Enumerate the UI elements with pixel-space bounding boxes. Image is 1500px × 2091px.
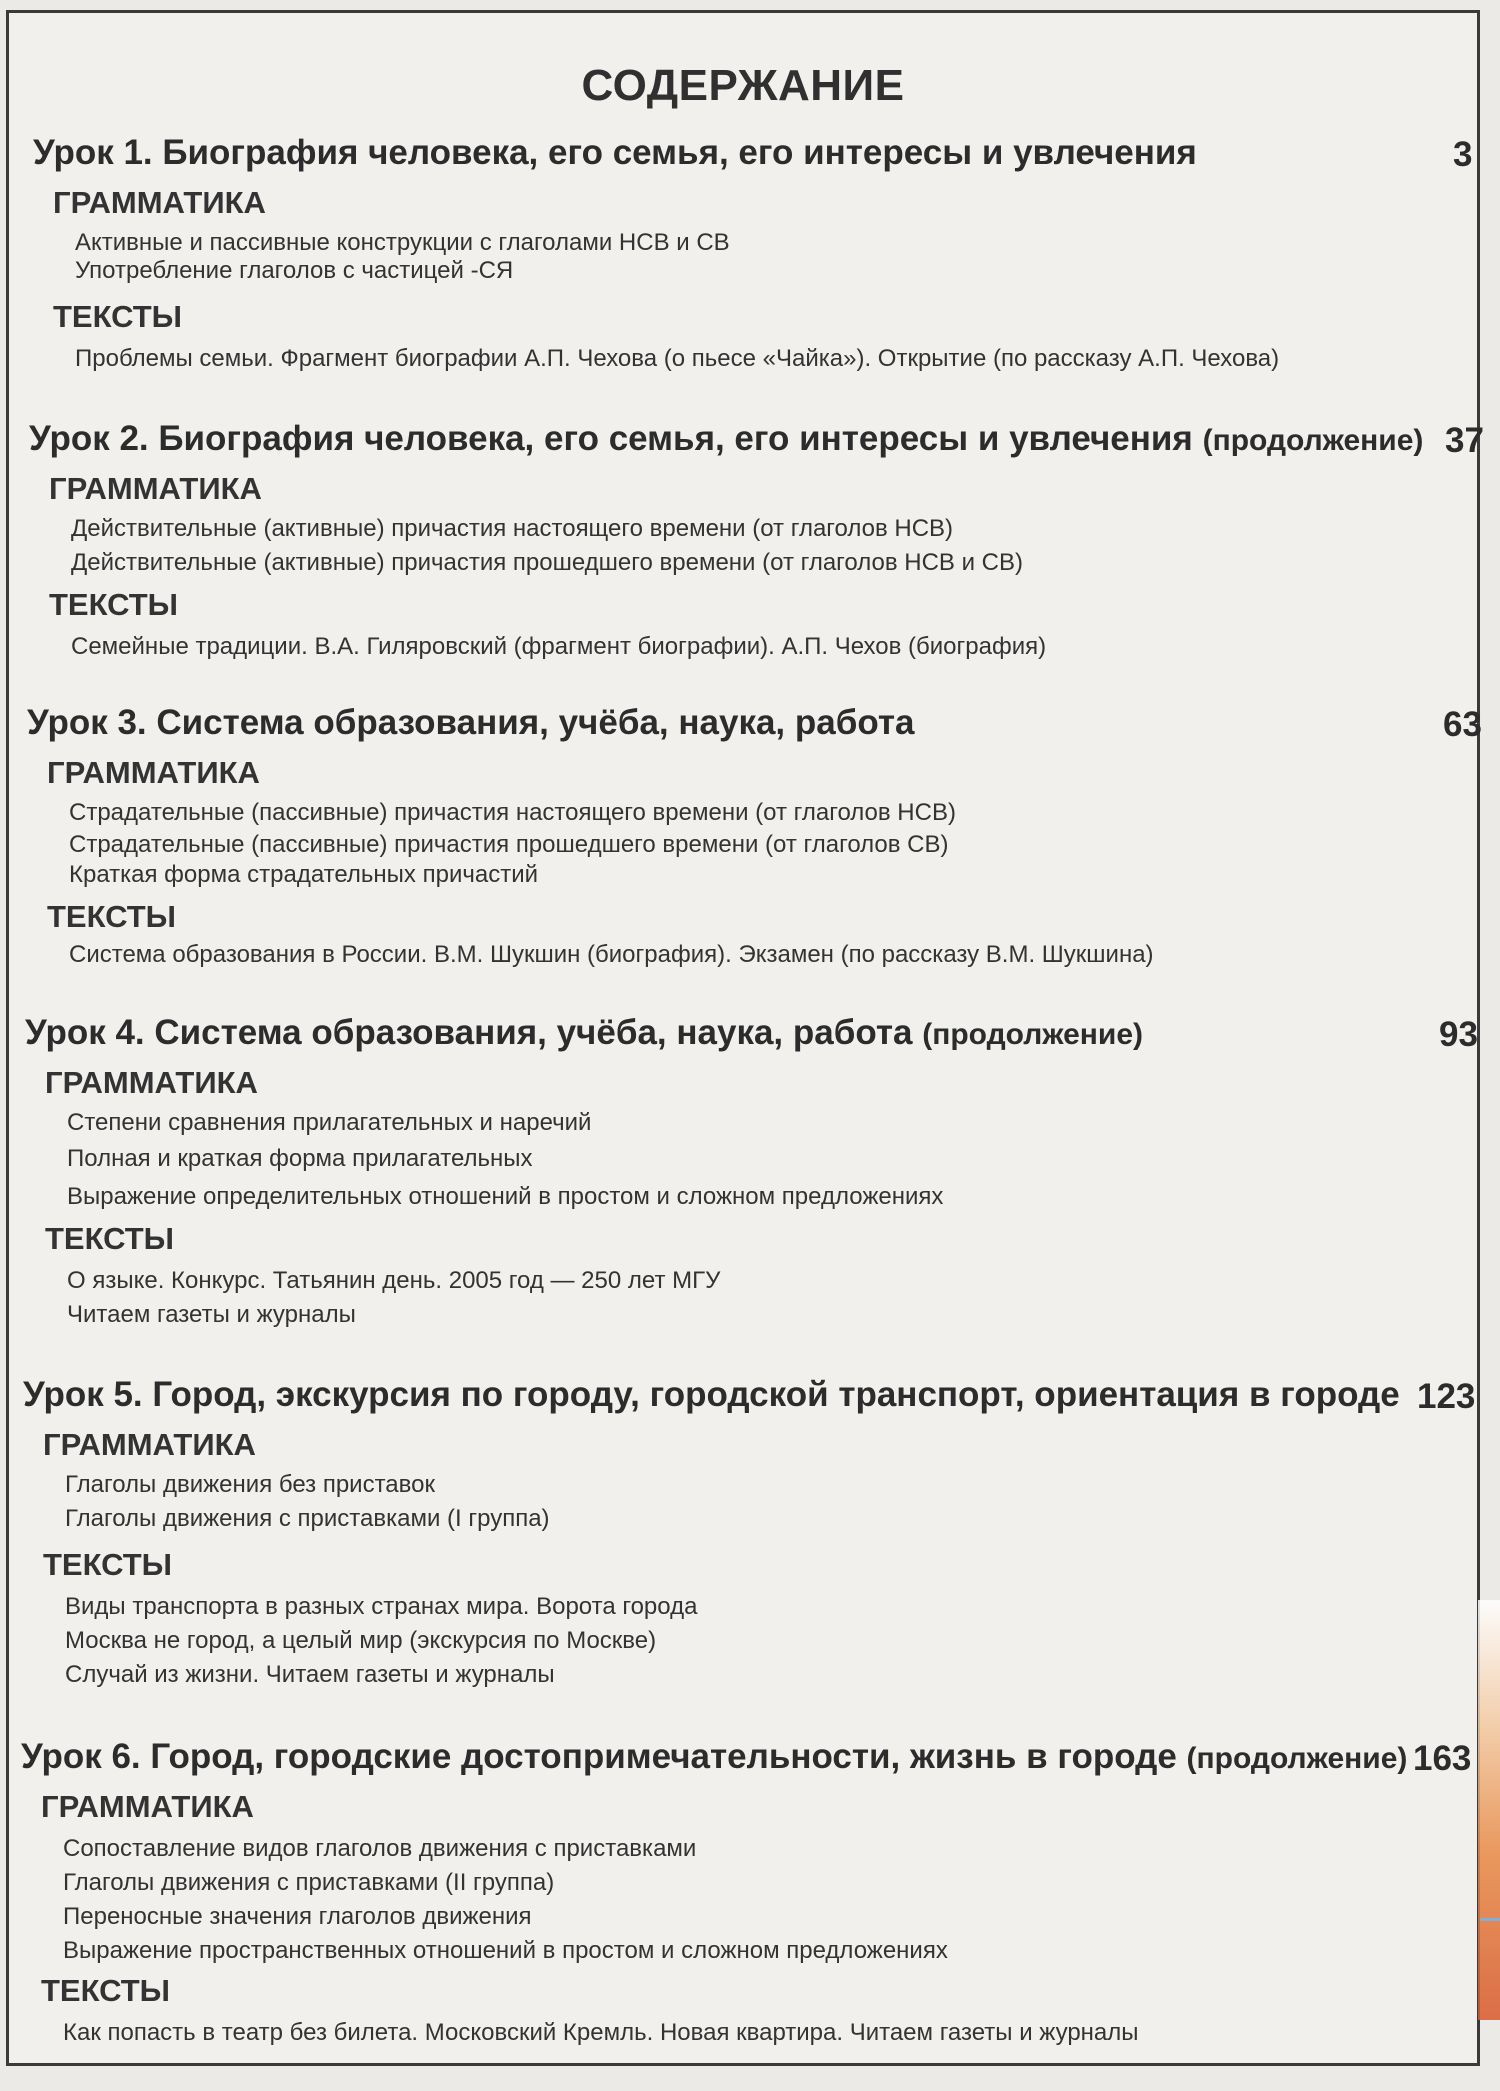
texts-heading: ТЕКСТЫ xyxy=(53,299,183,334)
lesson-title: Урок 4. Система образования, учёба, наука, работа (продолжение) xyxy=(25,1013,1144,1052)
grammar-heading: ГРАММАТИКА xyxy=(49,471,262,506)
grammar-item: Полная и краткая форма прилагательных xyxy=(67,1145,533,1172)
grammar-heading: ГРАММАТИКА xyxy=(53,185,266,220)
text-item: Система образования в России. В.М. Шукшин (биография). Экзамен (по рассказу В.М. Шукшина) xyxy=(69,941,1154,968)
lesson-page-number: 37 xyxy=(1445,421,1484,460)
lesson-page-number: 123 xyxy=(1417,1377,1476,1416)
edge-accent-line xyxy=(1480,1918,1500,1921)
grammar-item: Глаголы движения без приставок xyxy=(65,1471,435,1498)
grammar-item: Глаголы движения с приставками (I группа) xyxy=(65,1505,550,1532)
lesson-page-number: 93 xyxy=(1439,1015,1478,1054)
edge-decoration xyxy=(1478,1600,1500,2020)
lesson-page-number: 163 xyxy=(1413,1739,1472,1778)
lesson-title: Урок 1. Биография человека, его семья, его интересы и увлечения xyxy=(33,133,1197,172)
grammar-item: Употребление глаголов с частицей -СЯ xyxy=(75,257,514,284)
lesson-title: Урок 6. Город, городские достопримечательности, жизнь в городе (продолжение) xyxy=(21,1737,1408,1776)
text-item: Москва не город, а целый мир (экскурсия по Москве) xyxy=(65,1627,657,1654)
grammar-item: Активные и пассивные конструкции с глаголами НСВ и СВ xyxy=(75,229,730,256)
page-title: СОДЕРЖАНИЕ xyxy=(581,61,905,110)
text-item: Случай из жизни. Читаем газеты и журналы xyxy=(65,1661,555,1688)
grammar-heading: ГРАММАТИКА xyxy=(45,1065,258,1100)
texts-heading: ТЕКСТЫ xyxy=(41,1973,171,2008)
grammar-heading: ГРАММАТИКА xyxy=(41,1789,254,1824)
grammar-item: Переносные значения глаголов движения xyxy=(63,1903,532,1930)
grammar-item: Краткая форма страдательных причастий xyxy=(69,861,539,888)
grammar-heading: ГРАММАТИКА xyxy=(43,1427,256,1462)
lesson-title: Урок 5. Город, экскурсия по городу, городской транспорт, ориентация в городе xyxy=(23,1375,1400,1414)
lesson-title: Урок 3. Система образования, учёба, наука, работа xyxy=(27,703,915,742)
texts-heading: ТЕКСТЫ xyxy=(49,587,179,622)
grammar-item: Глаголы движения с приставками (II группа) xyxy=(63,1869,555,1896)
lesson-page-number: 3 xyxy=(1453,135,1473,174)
grammar-item: Страдательные (пассивные) причастия настоящего времени (от глаголов НСВ) xyxy=(69,799,956,826)
contents-page xyxy=(6,10,1484,2066)
text-item: Как попасть в театр без билета. Московский Кремль. Новая квартира. Читаем газеты и журналы xyxy=(63,2019,1139,2046)
text-item: Читаем газеты и журналы xyxy=(67,1301,356,1328)
lesson-page-number: 63 xyxy=(1443,705,1482,744)
text-item: Проблемы семьи. Фрагмент биографии А.П. Чехова (о пьесе «Чайка»). Открытие (по рассказу А.П. Чехова) xyxy=(75,345,1280,372)
grammar-item: Сопоставление видов глаголов движения с приставками xyxy=(63,1835,697,1862)
text-item: О языке. Конкурс. Татьянин день. 2005 год — 250 лет МГУ xyxy=(67,1267,721,1294)
grammar-item: Выражение пространственных отношений в простом и сложном предложениях xyxy=(63,1937,948,1964)
text-item: Виды транспорта в разных странах мира. Ворота города xyxy=(65,1593,698,1620)
grammar-item: Страдательные (пассивные) причастия прошедшего времени (от глаголов СВ) xyxy=(69,831,949,858)
texts-heading: ТЕКСТЫ xyxy=(43,1547,173,1582)
texts-heading: ТЕКСТЫ xyxy=(47,899,177,934)
text-item: Семейные традиции. В.А. Гиляровский (фрагмент биографии). А.П. Чехов (биография) xyxy=(71,633,1047,660)
lesson-title: Урок 2. Биография человека, его семья, его интересы и увлечения (продолжение) xyxy=(29,419,1424,458)
grammar-item: Действительные (активные) причастия прошедшего времени (от глаголов НСВ и СВ) xyxy=(71,549,1024,576)
grammar-item: Степени сравнения прилагательных и наречий xyxy=(67,1109,592,1136)
grammar-item: Действительные (активные) причастия настоящего времени (от глаголов НСВ) xyxy=(71,515,954,542)
grammar-item: Выражение определительных отношений в простом и сложном предложениях xyxy=(67,1183,944,1210)
texts-heading: ТЕКСТЫ xyxy=(45,1221,175,1256)
grammar-heading: ГРАММАТИКА xyxy=(47,755,260,790)
